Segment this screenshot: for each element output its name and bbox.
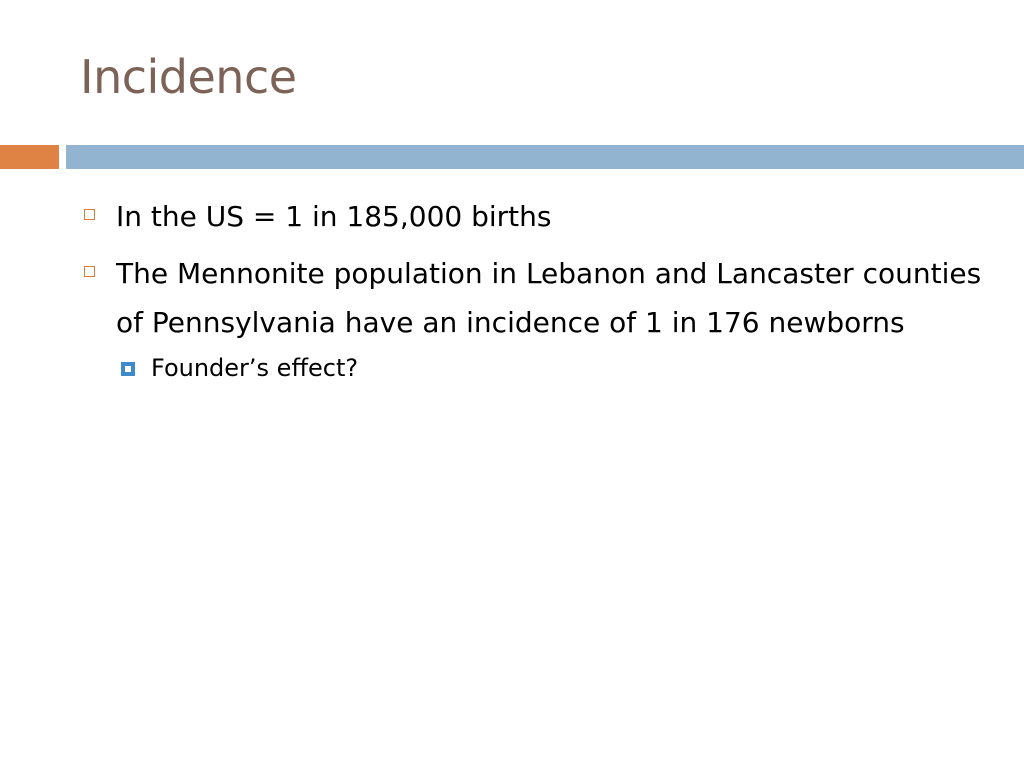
hollow-square-bullet-icon [84, 209, 95, 220]
sub-bullet-text: Founder’s effect? [151, 354, 359, 382]
slide-title: Incidence [80, 50, 297, 104]
bullet-item [84, 192, 984, 241]
bullet-text: The Mennonite population in Lebanon and Lancaster counties of Pennsylvania have an incidence of 1 in 176 newborns [116, 257, 982, 339]
accent-bar-blue [66, 145, 1024, 169]
accent-bar-orange [0, 145, 59, 169]
bullet-text: In the US = 1 in 185,000 births [116, 200, 552, 233]
filled-square-bullet-icon [121, 362, 135, 376]
hollow-square-bullet-icon [84, 266, 95, 277]
bullet-item [84, 249, 984, 347]
sub-bullet-item [121, 351, 984, 385]
slide-body [84, 192, 984, 385]
